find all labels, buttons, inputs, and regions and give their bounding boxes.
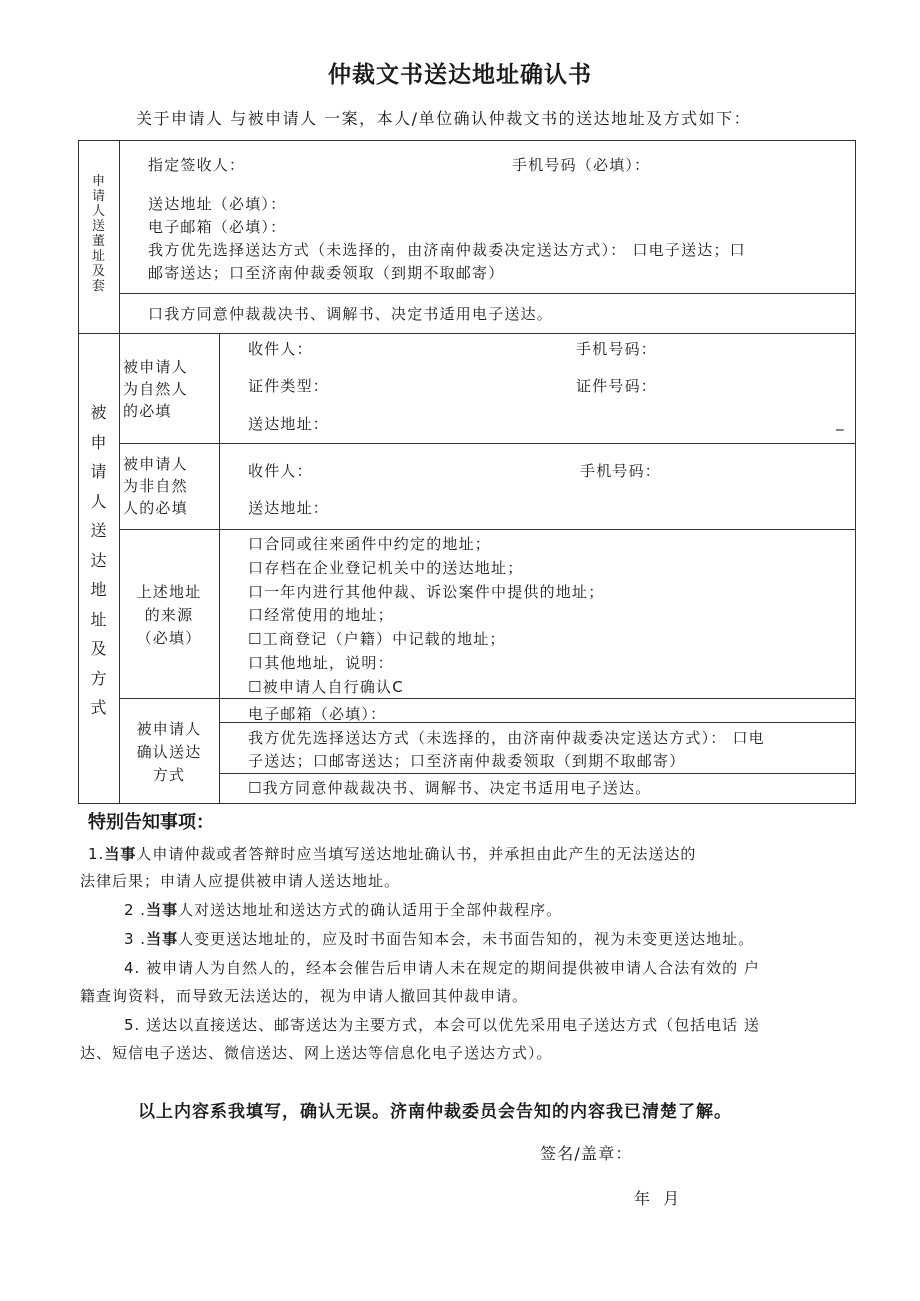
address-source-label: 上述地址 的来源 （必填）: [136, 583, 202, 647]
notice-item-5: 5. 送达以直接送达、邮寄送达为主要方式，本会可以优先采用电子送达方式（包括电话 送: [124, 1016, 760, 1034]
confirm-method-label: 被申请人 确认送达 方式: [136, 720, 202, 784]
source-option-business-household[interactable]: ☐工商登记（户籍）中记载的地址；: [248, 630, 506, 649]
date-label: 年 月: [634, 1189, 684, 1208]
notice-item-5-cont: 达、短信电子送达、微信送达、网上送达等信息化电子送达方式）。: [80, 1044, 553, 1062]
source-option-contract[interactable]: 口合同或往来函件中约定的地址；: [248, 535, 492, 553]
non-natural-phone-label: 手机号码：: [580, 462, 662, 480]
notice-item-3: 3 .当事人变更送达地址的，应及时书面告知本会，未书面告知的，视为未变更送达地址。: [124, 930, 755, 948]
natural-person-label: 被申请人 为自然人 的必填: [123, 358, 188, 420]
natural-id-number-label: 证件号码：: [576, 377, 658, 395]
natural-recipient-label: 收件人：: [248, 340, 313, 358]
applicant-email-label: 电子邮箱（必填）：: [148, 218, 287, 236]
natural-id-type-label: 证件类型：: [248, 377, 330, 395]
confirmation-statement: 以上内容系我填写，确认无误。济南仲裁委员会告知的内容我已清楚了解。: [138, 1102, 732, 1122]
applicant-agree-electronic: 口我方同意仲裁裁决书、调解书、决定书适用电子送达。: [148, 305, 554, 323]
source-option-registry[interactable]: 口存档在企业登记机关中的送达地址；: [248, 558, 524, 577]
respondent-side-label: 被 申 请 人 送 达 地 址 及 方 式: [90, 403, 107, 717]
applicant-method-line2: 邮寄送达；口至济南仲裁委领取（到期不取邮寄）: [148, 264, 505, 282]
natural-phone-label: 手机号码：: [576, 340, 658, 358]
applicant-phone-label: 手机号码（必填）：: [512, 156, 651, 174]
respondent-email-label: 电子邮箱（必填）：: [248, 705, 387, 723]
notice-item-4-cont: 籍查询资料，而导致无法送达的，视为申请人撤回其仲裁申请。: [80, 987, 529, 1005]
notice-item-4: 4. 被申请人为自然人的，经本会催告后申请人未在规定的期间提供被申请人合法有效的 户: [124, 959, 760, 977]
source-option-other[interactable]: 口其他地址，说明：: [248, 653, 394, 672]
notice-item-1-cont: 法律后果；申请人应提供被申请人送达地址。: [80, 872, 401, 890]
non-natural-person-label: 被申请人 为非自然 人的必填: [123, 455, 188, 517]
source-option-self-confirmed[interactable]: ☐被申请人自行确认C: [248, 677, 404, 696]
document-title: 仲裁文书送达地址确认书: [328, 62, 592, 88]
non-natural-address-label: 送达地址：: [248, 499, 330, 517]
natural-trailing-mark: _: [836, 413, 845, 431]
notice-item-2: 2 .当事人对送达地址和送达方式的确认适用于全部仲裁程序。: [124, 901, 563, 919]
respondent-method-line2: 子送达；口邮寄送达；口至济南仲裁委领取（到期不取邮寄）: [248, 752, 686, 770]
respondent-agree-electronic: ☐我方同意仲裁裁决书、调解书、决定书适用电子送达。: [248, 779, 652, 797]
applicant-method-line1: 我方优先选择送达方式（未选择的，由济南仲裁委决定送达方式）： 口电子送达；口: [148, 241, 746, 259]
source-option-other-case[interactable]: 口一年内进行其他仲裁、诉讼案件中提供的地址；: [248, 582, 605, 601]
applicant-recipient-label: 指定签收人：: [148, 156, 246, 174]
non-natural-recipient-label: 收件人：: [248, 462, 313, 480]
respondent-method-line1: 我方优先选择送达方式（未选择的，由济南仲裁委决定送达方式）： 口电: [248, 729, 765, 747]
natural-address-label: 送达地址：: [248, 415, 330, 433]
address-source-options: [248, 533, 604, 700]
notice-item-1: 1.当事人申请仲裁或者答辩时应当填写送达地址确认书，并承担由此产生的无法送达的: [88, 845, 697, 863]
source-option-frequent[interactable]: 口经常使用的地址；: [248, 606, 394, 625]
applicant-side-label: 申 请 人 送 董 址 及 套: [91, 174, 105, 294]
signature-label: 签名/盖章：: [540, 1144, 633, 1163]
intro-text: 关于申请人 与被申请人 一案，本人/单位确认仲裁文书的送达地址及方式如下：: [136, 109, 752, 128]
applicant-address-label: 送达地址（必填）：: [148, 195, 287, 213]
notice-title: 特别告知事项：: [88, 812, 214, 833]
